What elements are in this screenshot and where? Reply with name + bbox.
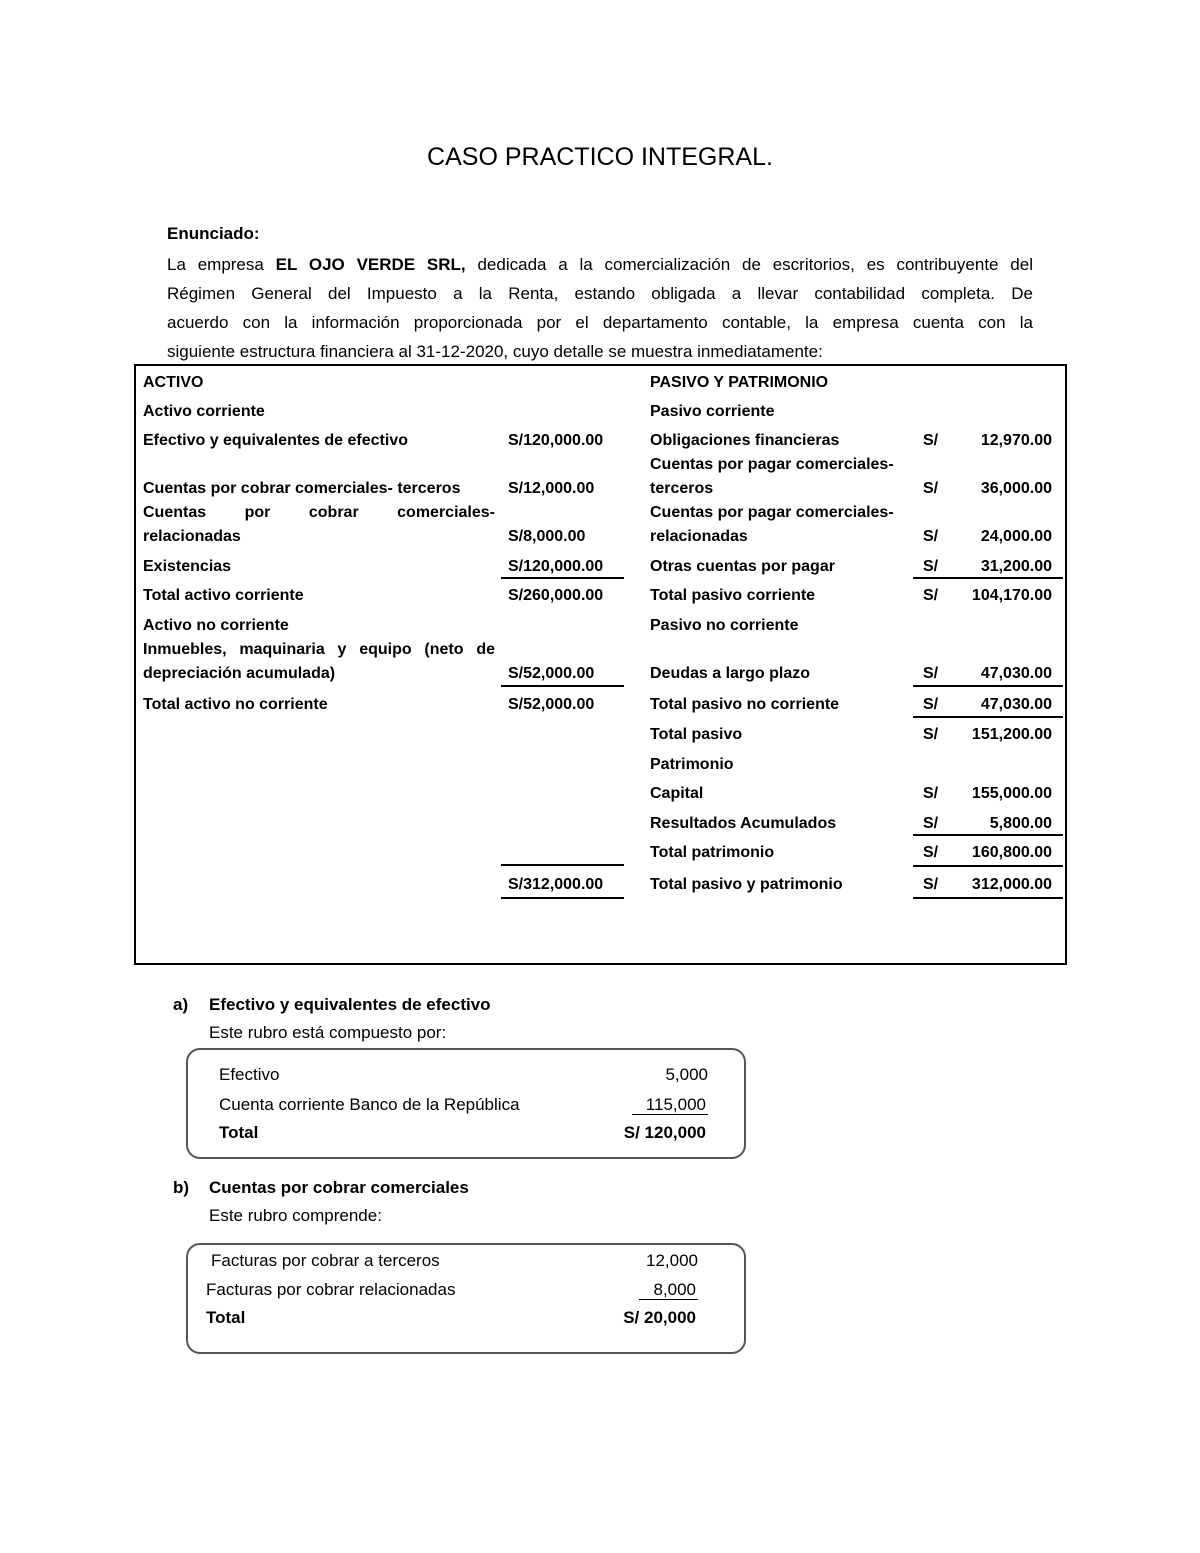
- section-a-row-1-value: 5,000: [665, 1065, 708, 1084]
- capital-currency: S/: [923, 785, 939, 802]
- underline-deudas: [913, 685, 1063, 687]
- total-activo-corriente-value: S/260,000.00: [508, 587, 604, 604]
- total-pasivo-no-corriente-label: Total pasivo no corriente: [650, 696, 840, 713]
- cxp-rel-currency: S/: [923, 528, 939, 545]
- obligaciones-value: 12,970.00: [980, 432, 1052, 449]
- section-a-subtitle: Este rubro está compuesto por:: [209, 1023, 447, 1042]
- activo-header: ACTIVO: [143, 374, 204, 391]
- enunciado-paragraph: [167, 250, 1033, 366]
- underline-total-patrimonio: [913, 865, 1063, 867]
- section-a-row-1-label: Efectivo: [219, 1065, 280, 1084]
- underline-otras: [913, 577, 1063, 579]
- cxc-terceros-value: S/12,000.00: [508, 480, 595, 497]
- underline-total-pnc: [913, 716, 1063, 718]
- cxp-terceros-value: 36,000.00: [980, 480, 1052, 497]
- paragraph-line-3: acuerdo con la información proporcionada por el departamento contable, la empresa cuenta con la: [167, 313, 1033, 332]
- section-b-subtitle: Este rubro comprende:: [209, 1206, 382, 1225]
- paragraph-line-1: La empresa EL OJO VERDE SRL, dedicada a la comercialización de escritorios, es contribuyente del: [167, 255, 1033, 274]
- section-b-letter: b): [173, 1178, 190, 1197]
- deudas-label: Deudas a largo plazo: [650, 665, 811, 682]
- section-a-row-2-value: 115,000: [632, 1095, 708, 1115]
- cxc-rel-label-2: relacionadas: [143, 528, 241, 545]
- inmuebles-label-2: depreciación acumulada): [143, 665, 336, 682]
- resultados-value: 5,800.00: [989, 815, 1052, 832]
- section-b-row-1-label: Facturas por cobrar a terceros: [211, 1251, 440, 1270]
- section-a-total-value: S/ 120,000: [623, 1123, 706, 1142]
- section-a-row-2-value-wrap: [560, 1095, 708, 1115]
- section-b-total-label: Total: [206, 1308, 246, 1327]
- section-a-letter: a): [173, 995, 189, 1014]
- activo-corriente-heading: Activo corriente: [143, 403, 265, 420]
- total-pasivo-patrimonio-value: 312,000.00: [971, 876, 1052, 893]
- pasivo-corriente-heading: Pasivo corriente: [650, 403, 775, 420]
- existencias-value: S/120,000.00: [508, 558, 604, 575]
- cxc-rel-value: S/8,000.00: [508, 528, 586, 545]
- total-pasivo-no-corriente-value: 47,030.00: [980, 696, 1052, 713]
- total-patrimonio-value: 160,800.00: [971, 844, 1052, 861]
- otras-cuentas-value: 31,200.00: [980, 558, 1052, 575]
- pasivo-no-corriente-heading: Pasivo no corriente: [650, 617, 799, 634]
- section-b-row-1-value: 12,000: [646, 1251, 698, 1270]
- total-patrimonio-label: Total patrimonio: [650, 844, 775, 861]
- total-pasivo-currency: S/: [923, 726, 939, 743]
- cxp-terceros-label-1: Cuentas por pagar comerciales-: [650, 456, 894, 473]
- paragraph-line-4: siguiente estructura financiera al 31-12-2020, cuyo detalle se muestra inmediatamente:: [167, 342, 823, 361]
- underline-resultados: [913, 834, 1063, 836]
- capital-label: Capital: [650, 785, 704, 802]
- resultados-label: Resultados Acumulados: [650, 815, 837, 832]
- efectivo-value: S/120,000.00: [508, 432, 604, 449]
- cxp-rel-label-2: relacionadas: [650, 528, 748, 545]
- total-pasivo-patrimonio-label: Total pasivo y patrimonio: [650, 876, 843, 893]
- obligaciones-label: Obligaciones financieras: [650, 432, 840, 449]
- cxp-terceros-label-2: terceros: [650, 480, 714, 497]
- total-activo-no-corriente-label: Total activo no corriente: [143, 696, 328, 713]
- efectivo-label: Efectivo y equivalentes de efectivo: [143, 432, 408, 449]
- section-b-row-2-value-wrap: [550, 1280, 698, 1300]
- cxp-rel-label-1: Cuentas por pagar comerciales-: [650, 504, 894, 521]
- otras-cuentas-label: Otras cuentas por pagar: [650, 558, 835, 575]
- underline-total-pp: [913, 897, 1063, 899]
- capital-value: 155,000.00: [971, 785, 1052, 802]
- deudas-value: 47,030.00: [980, 665, 1052, 682]
- total-activo-corriente-label: Total activo corriente: [143, 587, 304, 604]
- total-pasivo-corriente-label: Total pasivo corriente: [650, 587, 816, 604]
- underline-total-activo: [501, 897, 624, 899]
- activo-no-corriente-heading: Activo no corriente: [143, 617, 289, 634]
- total-patrimonio-currency: S/: [923, 844, 939, 861]
- existencias-label: Existencias: [143, 558, 232, 575]
- patrimonio-heading: Patrimonio: [650, 756, 734, 773]
- total-pasivo-value: 151,200.00: [971, 726, 1052, 743]
- section-a-total-label: Total: [219, 1123, 259, 1142]
- cxp-rel-value: 24,000.00: [980, 528, 1052, 545]
- total-pasivo-no-corriente-currency: S/: [923, 696, 939, 713]
- total-activo-value: S/312,000.00: [508, 876, 604, 893]
- deudas-currency: S/: [923, 665, 939, 682]
- section-a-heading: Efectivo y equivalentes de efectivo: [209, 995, 491, 1014]
- page-title: CASO PRACTICO INTEGRAL.: [427, 143, 773, 171]
- total-pasivo-patrimonio-currency: S/: [923, 876, 939, 893]
- section-b-row-2-value: 8,000: [639, 1280, 698, 1300]
- underline-existencias: [501, 577, 624, 579]
- inmuebles-value: S/52,000.00: [508, 665, 595, 682]
- inmuebles-label-1: Inmuebles, maquinaria y equipo (neto de: [143, 641, 495, 658]
- total-pasivo-corriente-value: 104,170.00: [971, 587, 1052, 604]
- cxc-terceros-label: Cuentas por cobrar comerciales- terceros: [143, 480, 461, 497]
- section-b-row-2-label: Facturas por cobrar relacionadas: [206, 1280, 456, 1299]
- total-pasivo-label: Total pasivo: [650, 726, 743, 743]
- obligaciones-currency: S/: [923, 432, 939, 449]
- total-activo-no-corriente-value: S/52,000.00: [508, 696, 595, 713]
- resultados-currency: S/: [923, 815, 939, 832]
- cxc-rel-label-1: Cuentas por cobrar comerciales-: [143, 504, 495, 521]
- paragraph-line-2: Régimen General del Impuesto a la Renta, estando obligada a llevar contabilidad completa. De: [167, 284, 1033, 303]
- cxp-terceros-currency: S/: [923, 480, 939, 497]
- otras-cuentas-currency: S/: [923, 558, 939, 575]
- section-b-total-value: S/ 20,000: [623, 1308, 696, 1327]
- enunciado-label: Enunciado:: [167, 224, 260, 243]
- company-name: EL OJO VERDE SRL,: [275, 255, 466, 274]
- section-b-heading: Cuentas por cobrar comerciales: [209, 1178, 469, 1197]
- overline-total-activo: [501, 864, 624, 866]
- section-a-row-2-label: Cuenta corriente Banco de la República: [219, 1095, 520, 1114]
- total-pasivo-corriente-currency: S/: [923, 587, 939, 604]
- underline-inmuebles: [501, 685, 624, 687]
- pasivo-header: PASIVO Y PATRIMONIO: [650, 374, 829, 391]
